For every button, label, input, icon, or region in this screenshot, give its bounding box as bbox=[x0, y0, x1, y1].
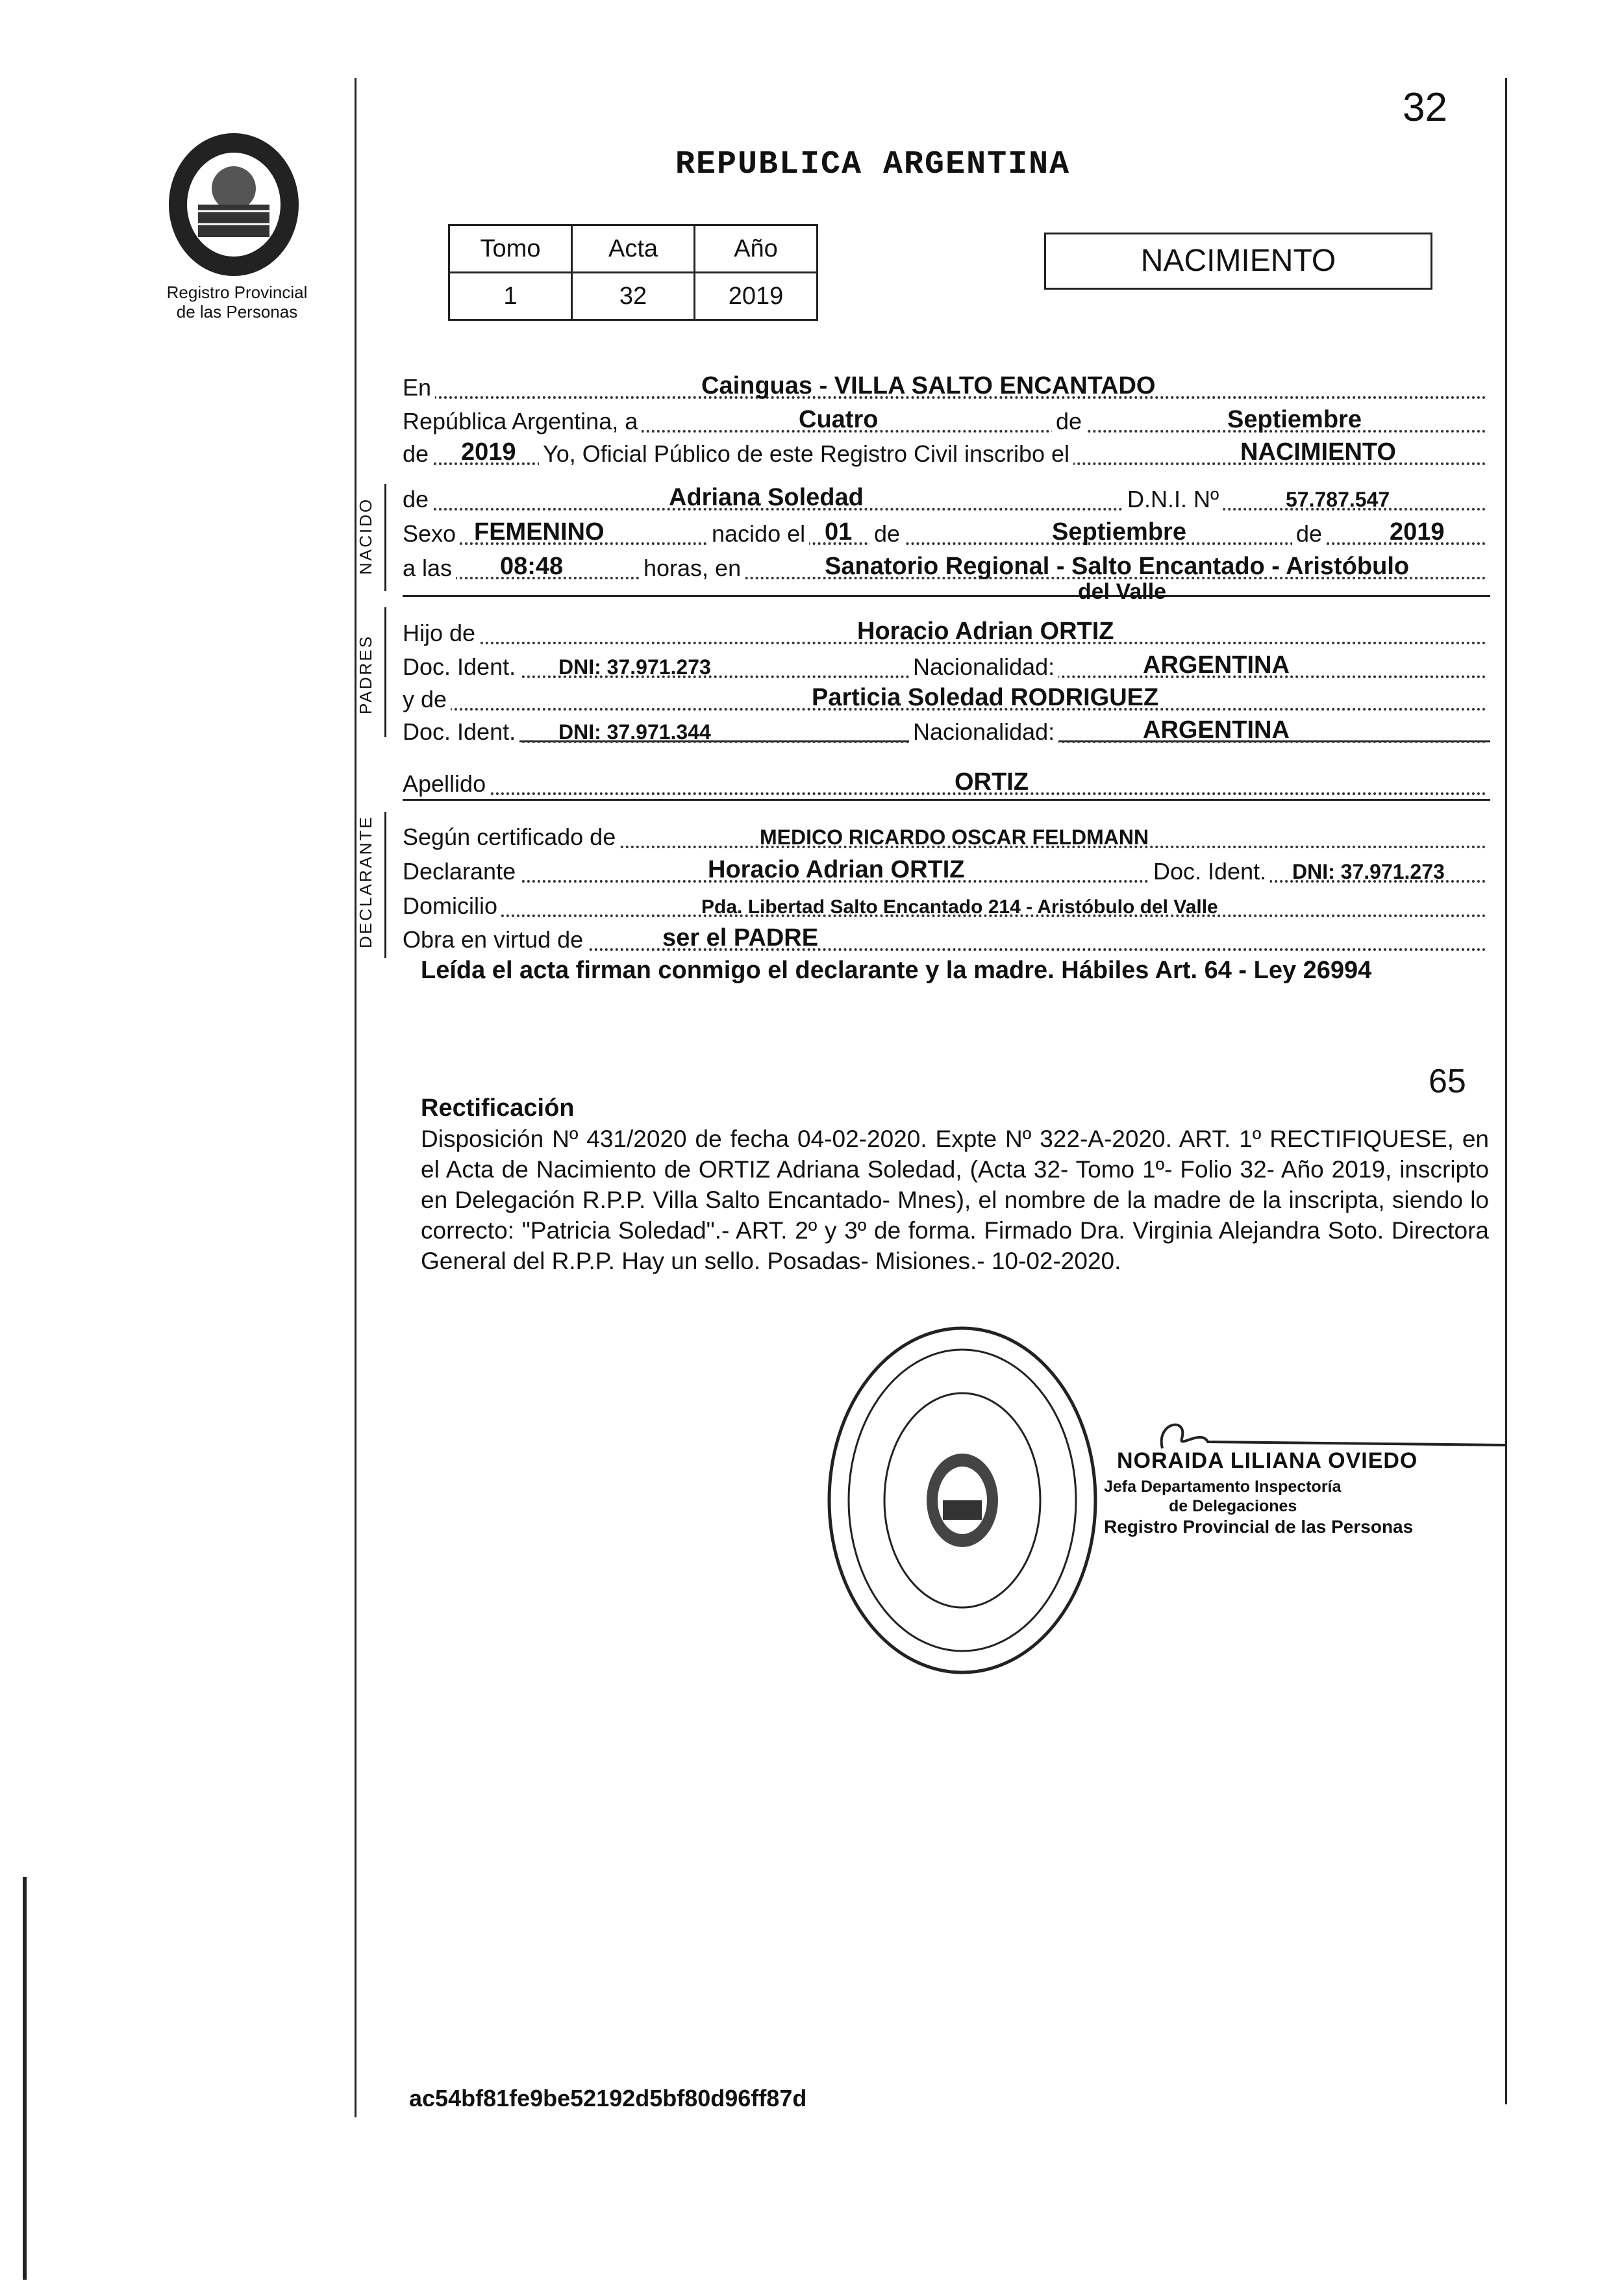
signatory-title-line1: Jefa Departamento Inspectoría bbox=[1104, 1478, 1342, 1496]
tomo-acta-anio-table bbox=[448, 224, 818, 321]
label-nacido-el: nacido el bbox=[708, 520, 809, 548]
label-de: de bbox=[1292, 520, 1326, 548]
field-padre-doc bbox=[403, 649, 1486, 681]
label-y-de: y de bbox=[403, 686, 451, 713]
table-header-anio: Año bbox=[695, 225, 818, 273]
value-tipo-inscripcion: NACIMIENTO bbox=[1240, 438, 1396, 466]
side-label-nacido: NACIDO bbox=[356, 497, 375, 575]
text-oficial: Yo, Oficial Público de este Registro Civil inscribo el bbox=[539, 440, 1073, 468]
value-padre-nacionalidad: ARGENTINA bbox=[1143, 651, 1290, 679]
act-type-box: NACIMIENTO bbox=[1044, 233, 1432, 290]
nacido-divider bbox=[403, 595, 1490, 597]
table-header-acta: Acta bbox=[572, 225, 695, 273]
field-certificado bbox=[403, 820, 1486, 851]
table-cell-acta: 32 bbox=[572, 273, 695, 320]
label-declarante: Declarante bbox=[403, 858, 519, 885]
label-de: de bbox=[403, 486, 432, 513]
label-en: En bbox=[403, 374, 435, 401]
side-label-declarante: DECLARANTE bbox=[356, 815, 375, 948]
label-obra: Obra en virtud de bbox=[403, 926, 587, 953]
field-fecha-inscripcion bbox=[403, 404, 1486, 435]
value-lugar-inscripcion: Cainguas - VILLA SALTO ENCANTADO bbox=[701, 372, 1156, 399]
value-nac-dia: 01 bbox=[825, 518, 853, 546]
value-padre-doc: DNI: 37.971.273 bbox=[558, 655, 711, 679]
closing-statement: Leída el acta firman conmigo el declarante y la madre. Hábiles Art. 64 - Ley 26994 bbox=[421, 957, 1372, 984]
field-obra bbox=[403, 922, 1486, 953]
field-madre bbox=[403, 682, 1486, 713]
annotation-number: 65 bbox=[1429, 1063, 1466, 1100]
label-de: de bbox=[1052, 408, 1086, 435]
label-hijo-de: Hijo de bbox=[403, 620, 479, 647]
label-horas-en: horas, en bbox=[640, 555, 745, 582]
value-hora: 08:48 bbox=[500, 553, 564, 580]
rectificacion-body: Disposición Nº 431/2020 de fecha 04-02-2020. Expte Nº 322-A-2020. ART. 1º RECTIFIQUESE, en el Acta de Nacimiento de ORTIZ Adriana Soledad, (Acta 32- Tomo 1º- Folio 32- Año 2019, inscripto en Delegación R.P.P. Villa Salto Encantado- Mnes), el nombre de la madre de la inscripta, siendo lo correcto: "Patricia Soledad".- ART. 2º y 3º de forma. Firmado Dra. Virginia Alejandra Soto. Directora General del R.P.P. Hay un sello. Posadas- Misiones.- 10-02-2020. bbox=[421, 1126, 1489, 1274]
value-declarante-doc: DNI: 37.971.273 bbox=[1292, 860, 1445, 883]
padres-bracket bbox=[384, 607, 386, 737]
dotted-leader bbox=[403, 792, 1486, 795]
field-domicilio bbox=[403, 888, 1486, 920]
value-madre: Particia Soledad RODRIGUEZ bbox=[812, 684, 1159, 711]
label-de: de bbox=[870, 520, 904, 548]
value-padre: Horacio Adrian ORTIZ bbox=[857, 618, 1114, 645]
left-margin-rule bbox=[355, 78, 356, 2117]
label-domicilio: Domicilio bbox=[403, 892, 501, 920]
value-dia: Cuatro bbox=[799, 406, 879, 433]
field-declarante bbox=[403, 854, 1486, 885]
org-caption-line2: de las Personas bbox=[176, 302, 298, 321]
field-apellido bbox=[403, 766, 1486, 798]
value-nac-anio: 2019 bbox=[1390, 518, 1445, 546]
label-doc-ident: Doc. Ident. bbox=[403, 718, 519, 746]
binding-edge-mark bbox=[23, 1877, 27, 2280]
side-label-padres: PADRES bbox=[356, 635, 375, 714]
table-header-tomo: Tomo bbox=[449, 225, 572, 273]
declarante-bracket bbox=[384, 812, 386, 958]
signatory-title-line2: de Delegaciones bbox=[1169, 1497, 1297, 1515]
value-certificado: MEDICO RICARDO OSCAR FELDMANN bbox=[760, 825, 1149, 849]
org-caption-line1: Registro Provincial bbox=[166, 283, 308, 302]
label-apellido: Apellido bbox=[403, 770, 490, 798]
page-number: 32 bbox=[1403, 85, 1447, 130]
value-lugar-nacimiento: Sanatorio Regional - Salto Encantado - Aristóbulo bbox=[825, 553, 1410, 580]
field-sexo-nacimiento bbox=[403, 516, 1486, 548]
label-republica: República Argentina, a bbox=[403, 408, 642, 435]
label-nacionalidad: Nacionalidad: bbox=[909, 718, 1058, 746]
rectificacion-title: Rectificación bbox=[421, 1094, 575, 1122]
value-mes: Septiembre bbox=[1227, 406, 1362, 433]
signatory-name: NORAIDA LILIANA OVIEDO bbox=[1117, 1448, 1418, 1473]
nacido-bracket bbox=[384, 484, 386, 591]
value-obra: ser el PADRE bbox=[662, 924, 819, 951]
field-anio-inscripcion bbox=[403, 436, 1486, 468]
value-domicilio: Pda. Libertad Salto Encantado 214 - Aristóbulo del Valle bbox=[701, 896, 1218, 918]
value-apellido: ORTIZ bbox=[955, 768, 1029, 796]
value-anio: 2019 bbox=[461, 438, 516, 466]
value-madre-nacionalidad: ARGENTINA bbox=[1143, 716, 1290, 744]
field-nombre bbox=[403, 482, 1486, 513]
official-seal-icon bbox=[819, 1318, 1105, 1682]
table-row bbox=[449, 273, 818, 320]
provincia-misiones-emblem-icon bbox=[159, 127, 308, 283]
label-doc-ident: Doc. Ident. bbox=[1149, 858, 1270, 885]
document-title: REPUBLICA ARGENTINA bbox=[675, 146, 1071, 183]
value-declarante: Horacio Adrian ORTIZ bbox=[708, 856, 965, 883]
field-en bbox=[403, 370, 1486, 401]
field-madre-doc bbox=[403, 714, 1486, 746]
label-doc-ident: Doc. Ident. bbox=[403, 653, 519, 681]
value-sexo: FEMENINO bbox=[474, 518, 605, 546]
table-header-row bbox=[449, 225, 818, 273]
label-segun-certificado: Según certificado de bbox=[403, 824, 619, 851]
org-caption bbox=[130, 283, 344, 321]
signatory-title-line3: Registro Provincial de las Personas bbox=[1104, 1517, 1414, 1537]
value-nac-mes: Septiembre bbox=[1052, 518, 1186, 546]
label-dni: D.N.I. Nº bbox=[1123, 486, 1223, 513]
value-lugar-nacimiento-cont: del Valle bbox=[1078, 579, 1167, 604]
label-de: de bbox=[403, 440, 432, 468]
value-madre-doc: DNI: 37.971.344 bbox=[558, 720, 711, 744]
field-padre bbox=[403, 616, 1486, 647]
label-nacionalidad: Nacionalidad: bbox=[909, 653, 1058, 681]
table-cell-anio: 2019 bbox=[695, 273, 818, 320]
table-cell-tomo: 1 bbox=[449, 273, 572, 320]
value-nombre: Adriana Soledad bbox=[669, 484, 864, 511]
apellido-divider bbox=[403, 799, 1490, 801]
label-a-las: a las bbox=[403, 555, 456, 582]
document-hash: ac54bf81fe9be52192d5bf80d96ff87d bbox=[409, 2085, 807, 2111]
field-hora-lugar bbox=[403, 551, 1486, 582]
label-sexo: Sexo bbox=[403, 520, 460, 548]
right-margin-rule bbox=[1505, 78, 1507, 2104]
value-dni: 57.787.547 bbox=[1286, 488, 1390, 511]
